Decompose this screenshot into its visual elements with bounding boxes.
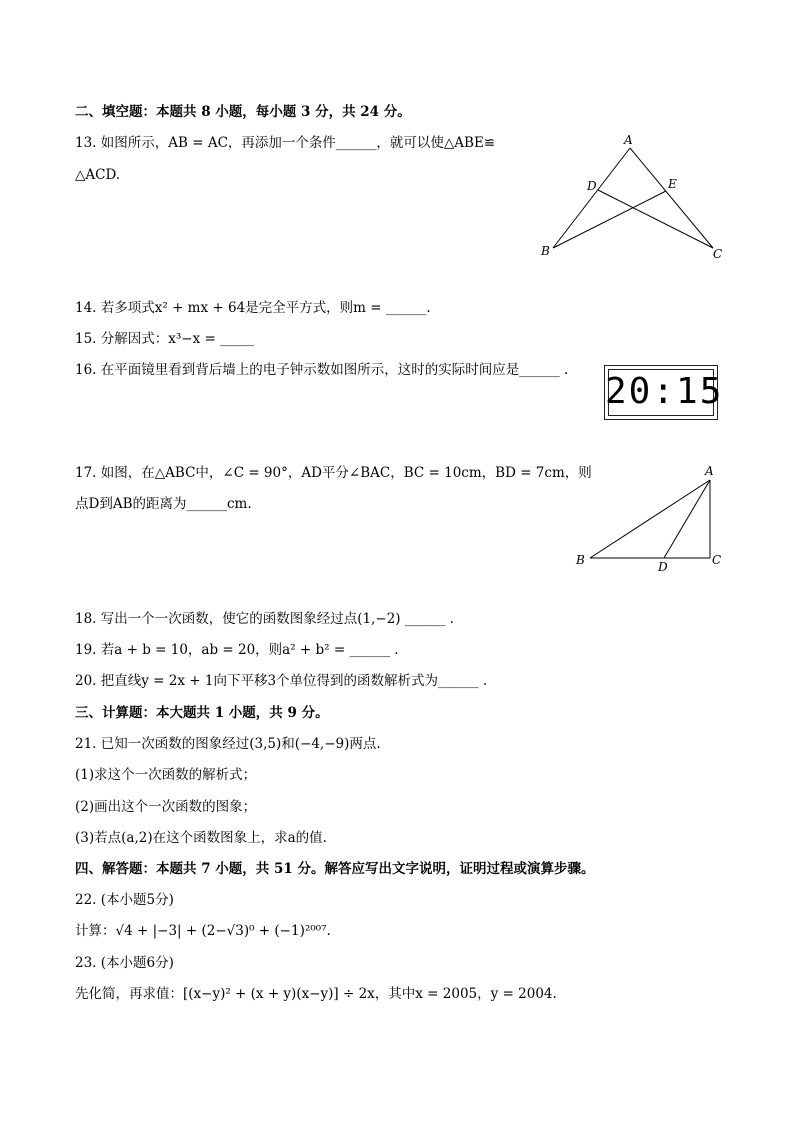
q13-triangle-figure bbox=[535, 130, 735, 265]
q21-part3: (3)若点(a,2)在这个函数图象上，求a的值. bbox=[75, 830, 327, 846]
label-B: B bbox=[541, 244, 550, 258]
q23-text: 先化简，再求值：[(x−y)² + (x + y)(x−y)] ÷ 2x，其中x = 2005，y = 2004. bbox=[75, 986, 557, 1002]
q15: 15. 分解因式：x³−x = _____ bbox=[75, 331, 254, 347]
label-A: A bbox=[705, 464, 714, 478]
label-A: A bbox=[624, 133, 633, 147]
q17-triangle-figure bbox=[570, 460, 730, 575]
q21-part1: (1)求这个一次函数的解析式； bbox=[75, 767, 257, 783]
q21-part2: (2)画出这个一次函数的图象； bbox=[75, 799, 257, 815]
label-D: D bbox=[587, 179, 597, 193]
q17-line1: 17. 如图，在△ABC中，∠C = 90°，AD平分∠BAC，BC = 10cm，BD = 7cm，则 bbox=[75, 465, 592, 481]
q22-title: 22. (本小题5分) bbox=[75, 892, 174, 908]
q17-line2: 点D到AB的距离为______cm. bbox=[75, 496, 252, 512]
section-3-heading: 三、计算题：本大题共 1 小题，共 9 分。 bbox=[75, 705, 329, 721]
label-E: E bbox=[668, 177, 677, 191]
clock-display: 20:15 bbox=[605, 371, 724, 412]
q23-title: 23. (本小题6分) bbox=[75, 955, 174, 971]
section-2-heading: 二、填空题：本题共 8 小题，每小题 3 分，共 24 分。 bbox=[75, 104, 411, 120]
q16: 16. 在平面镜里看到背后墙上的电子钟示数如图所示，这时的实际时间应是______ . bbox=[75, 362, 569, 378]
label-C: C bbox=[712, 553, 722, 567]
q13-line1: 13. 如图所示，AB = AC，再添加一个条件______，就可以使△ABE≌ bbox=[75, 135, 496, 151]
q19: 19. 若a + b = 10，ab = 20，则a² + b² = ______ . bbox=[75, 642, 399, 658]
label-C: C bbox=[713, 247, 723, 261]
q14: 14. 若多项式x² + mx + 64是完全平方式，则m = ______. bbox=[75, 300, 431, 316]
section-4-heading: 四、解答题：本题共 7 小题，共 51 分。解答应写出文字说明，证明过程或演算步骤。 bbox=[75, 861, 595, 877]
q20: 20. 把直线y = 2x + 1向下平移3个单位得到的函数解析式为______ . bbox=[75, 673, 488, 689]
q18: 18. 写出一个一次函数，使它的函数图象经过点(1,−2) ______ . bbox=[75, 611, 454, 627]
label-B: B bbox=[576, 553, 585, 567]
mirror-clock bbox=[604, 365, 724, 420]
q13-line2: △ACD. bbox=[75, 167, 121, 183]
q22-text: 计算：√4 + |−3| + (2−√3)⁰ + (−1)²⁰⁰⁷. bbox=[75, 923, 331, 939]
q21-stem: 21. 已知一次函数的图象经过(3,5)和(−4,−9)两点. bbox=[75, 736, 381, 752]
label-D: D bbox=[658, 560, 668, 574]
